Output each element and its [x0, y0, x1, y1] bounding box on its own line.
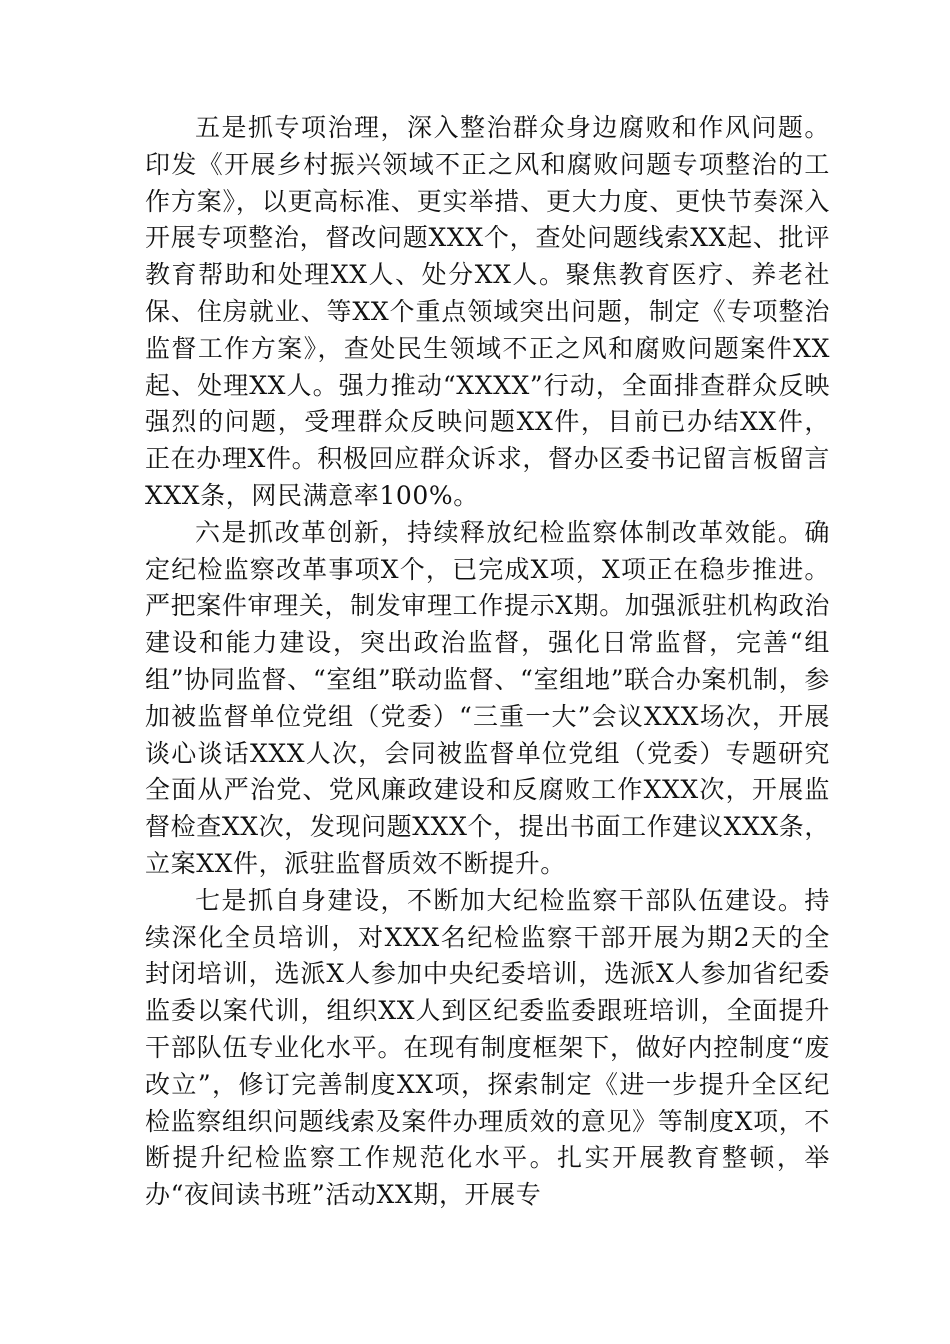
- paragraph-7-self-construction: 七是抓自身建设，不断加大纪检监察干部队伍建设。持续深化全员培训，对XXX名纪检监察干部开展为期2天的全封闭培训，选派X人参加中央纪委培训，选派X人参加省纪委监委以案代训，组织XX人到区纪委监委跟班培训，全面提升干部队伍专业化水平。在现有制度框架下，做好内控制度“废改立”，修订完善制度XX项，探索制定《进一步提升全区纪检监察组织问题线索及案件办理质效的意见》等制度X项，不断提升纪检监察工作规范化水平。扎实开展教育整顿，举办“夜间读书班”活动XX期，开展专: [145, 885, 830, 1210]
- paragraph-6-reform-innovation: 六是抓改革创新，持续释放纪检监察体制改革效能。确定纪检监察改革事项X个，已完成X项，X项正在稳步推进。严把案件审理关，制发审理工作提示X期。加强派驻机构政治建设和能力建设，突出政治监督，强化日常监督，完善“组组”协同监督、“室组”联动监督、“室组地”联合办案机制，参加被监督单位党组（党委）“三重一大”会议XXX场次，开展谈心谈话XXX人次，会同被监督单位党组（党委）专题研究全面从严治党、党风廉政建设和反腐败工作XXX次，开展监督检查XX次，发现问题XXX个，提出书面工作建议XXX条，立案XX件，派驻监督质效不断提升。: [145, 517, 830, 878]
- paragraph-5-special-governance: 五是抓专项治理，深入整治群众身边腐败和作风问题。印发《开展乡村振兴领域不正之风和腐败问题专项整治的工作方案》，以更高标准、更实举措、更大力度、更快节奏深入开展专项整治，督改问题XXX个，查处问题线索XX起、批评教育帮助和处理XX人、处分XX人。聚焦教育医疗、养老社保、住房就业、等XX个重点领域突出问题，制定《专项整治监督工作方案》，查处民生领域不正之风和腐败问题案件XX起、处理XX人。强力推动“XXXX”行动，全面排查群众反映强烈的问题，受理群众反映问题XX件，目前已办结XX件，正在办理X件。积极回应群众诉求，督办区委书记留言板留言XXX条，网民满意率100%。: [145, 113, 830, 510]
- document-body: [145, 110, 830, 1214]
